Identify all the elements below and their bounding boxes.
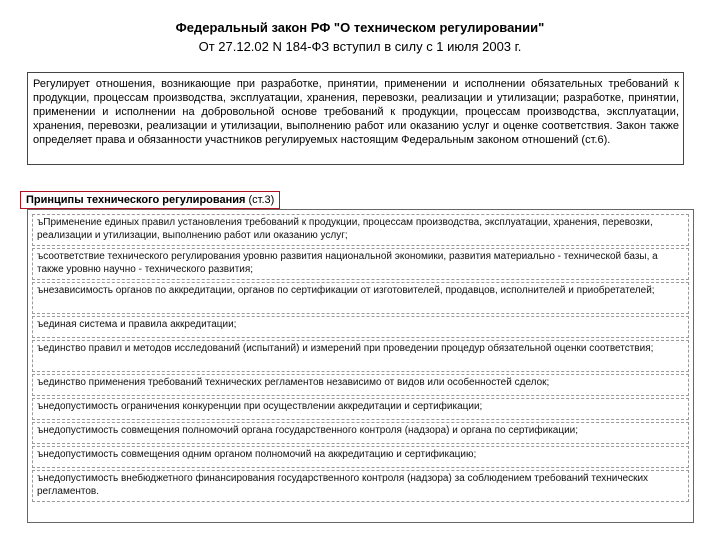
principle-item: ънедопустимость внебюджетного финансирования государственного контроля (надзора) за соблюдением требований технических регламентов. (32, 470, 689, 502)
principle-item: ънедопустимость совмещения полномочий органа государственного контроля (надзора) и органа по сертификации; (32, 422, 689, 444)
principle-item: ъПрименение единых правил установления требований к продукции, процессам производства, эксплуатации, хранения, перевозки, реализации и утилизации, выполнению работ или оказанию услуг; (32, 214, 689, 246)
principles-label-title: Принципы технического регулирования (26, 194, 246, 206)
intro-text: Регулирует отношения, возникающие при разработке, принятии, применении и исполнении обязательных требований к продукции, процессам производства, эксплуатации, хранения, перевозки, реализации и утилизации; разработке, принятии, применении и исполнении на добровольной основе требований к продукции, процессам производства, эксплуатации, хранения, перевозки, реализации и утилизации, выполнению работ или оказанию услуг и оценке соответствия. Закон также определяет права и обязанности участников регулируемых настоящим Федеральным законом отношений (ст.6). (33, 78, 679, 146)
law-subtitle: От 27.12.02 N 184-ФЗ вступил в силу с 1 июля 2003 г. (198, 39, 522, 54)
principle-item: ънезависимость органов по аккредитации, органов по сертификации от изготовителей, продавцов, исполнителей и приобретателей; (32, 282, 689, 314)
intro-box (27, 72, 684, 165)
law-title: Федеральный закон РФ "О техническом регулировании" (175, 20, 545, 35)
principle-item: ъсоответствие технического регулирования уровню развития национальной экономики, развития материально - технической базы, а также уровню научно - технического развития; (32, 248, 689, 280)
principles-label (20, 191, 280, 209)
principle-item: ъединство применения требований технических регламентов независимо от видов или особенностей сделок; (32, 374, 689, 396)
principle-item: ъединая система и правила аккредитации; (32, 316, 689, 338)
principles-label-ref: (ст.3) (245, 194, 275, 206)
principle-item: ъединство правил и методов исследований (испытаний) и измерений при проведении процедур обязательной оценки соответствия; (32, 340, 689, 372)
principles-list (27, 209, 694, 523)
document-header (0, 18, 720, 56)
principle-item: ънедопустимость совмещения одним органом полномочий на аккредитацию и сертификацию; (32, 446, 689, 468)
principle-item: ънедопустимость ограничения конкуренции при осуществлении аккредитации и сертификации; (32, 398, 689, 420)
